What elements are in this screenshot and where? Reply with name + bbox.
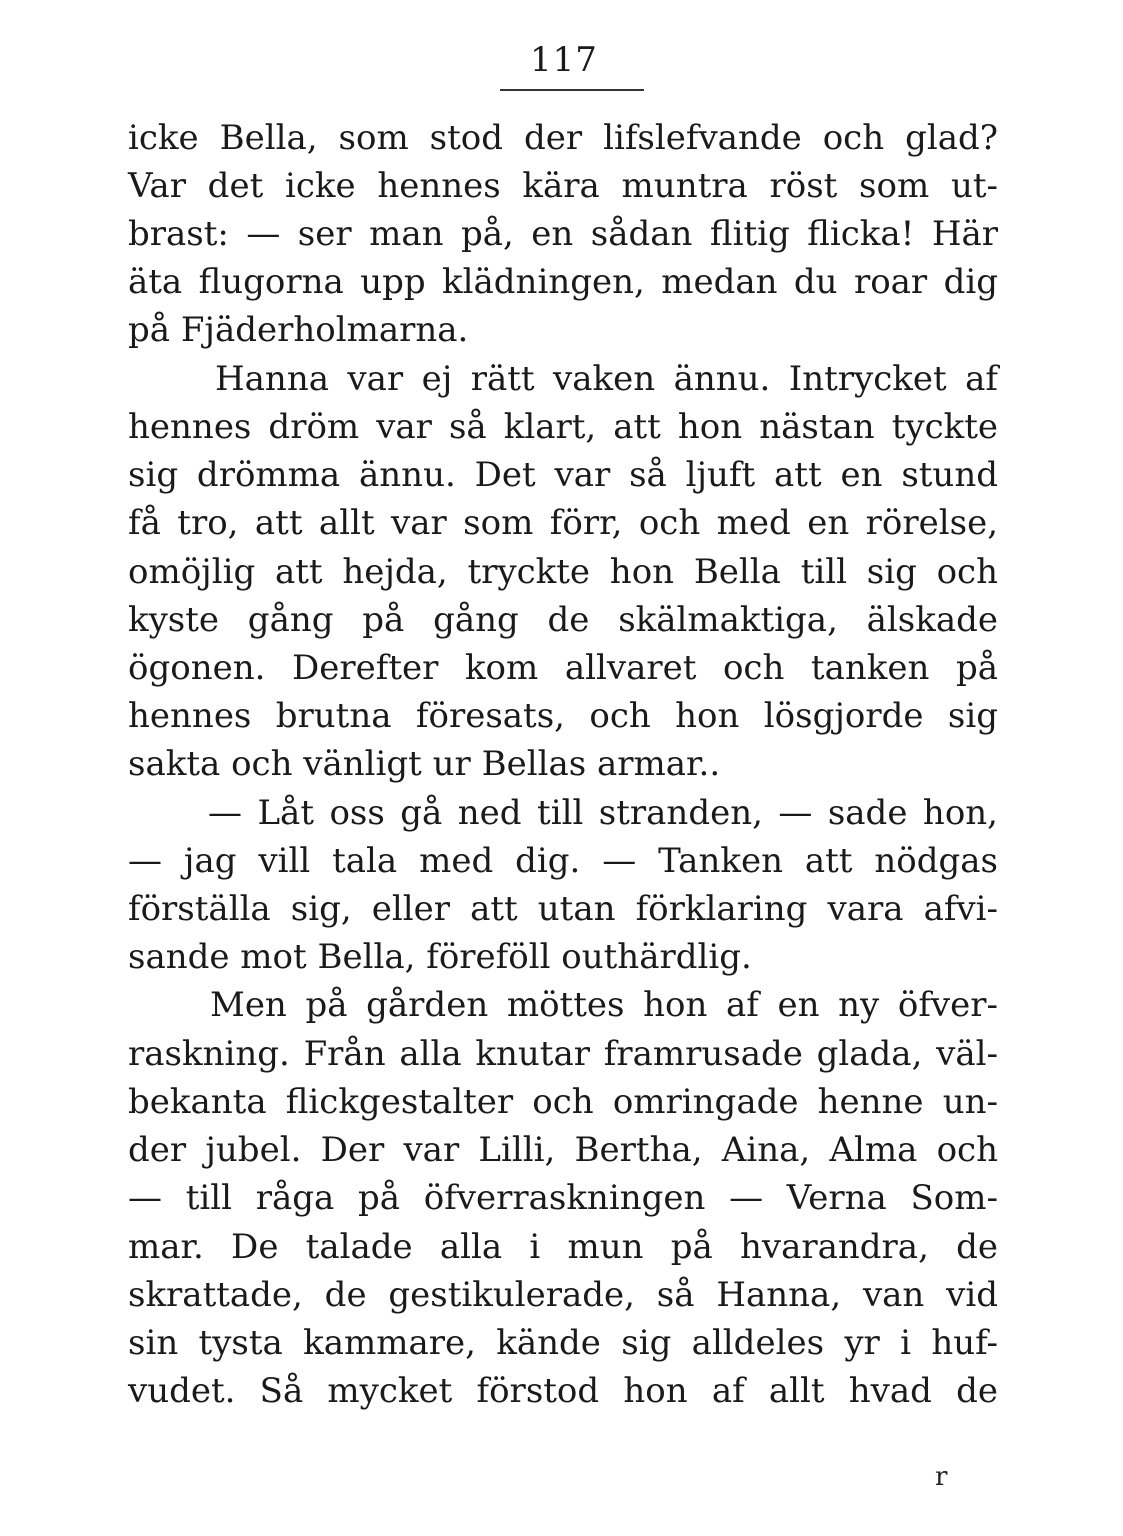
marginal-mark: r: [935, 1462, 948, 1492]
text-line: sande mot Bella, föreföll outhärdlig.: [128, 937, 752, 977]
text-line: — jag vill tala med dig. — Tanken att nödgas: [128, 841, 998, 881]
text-line: sakta och vänligt ur Bellas armar..: [128, 744, 721, 784]
text-line: der jubel. Der var Lilli, Bertha, Aina, Alma och: [128, 1130, 998, 1170]
text-line: kyste gång på gång de skälmaktiga, älskade: [128, 600, 998, 640]
text-line: förställa sig, eller att utan förklaring vara afvi-: [128, 889, 998, 929]
text-line: Var det icke hennes kära muntra röst som ut-: [128, 166, 998, 206]
text-line: mar. De talade alla i mun på hvarandra, de: [128, 1227, 998, 1267]
paragraph-start-line: — Låt oss gå ned till stranden, — sade hon,: [208, 793, 998, 833]
text-line: hennes dröm var så klart, att hon nästan tyckte: [128, 407, 998, 447]
page-number: 117: [530, 40, 598, 80]
text-line: raskning. Från alla knutar framrusade glada, väl-: [128, 1034, 998, 1074]
text-line: skrattade, de gestikulerade, så Hanna, van vid: [128, 1275, 998, 1315]
text-line: ögonen. Derefter kom allvaret och tanken på: [128, 648, 998, 688]
text-line: sin tysta kammare, kände sig alldeles yr i huf-: [128, 1323, 998, 1363]
text-line: på Fjäderholmarna.: [128, 310, 469, 350]
text-line: sig drömma ännu. Det var så ljuft att en stund: [128, 455, 998, 495]
text-line: hennes brutna föresats, och hon lösgjorde sig: [128, 696, 998, 736]
text-line: — till råga på öfverraskningen — Verna Som-: [128, 1178, 998, 1218]
text-line: få tro, att allt var som förr, och med en rörelse,: [128, 503, 998, 543]
text-line: omöjlig att hejda, tryckte hon Bella till sig och: [128, 552, 998, 592]
header-rule: [500, 89, 644, 91]
paragraph-start-line: Men på gården möttes hon af en ny öfver-: [210, 985, 998, 1025]
text-line: bekanta flickgestalter och omringade henne un-: [128, 1082, 998, 1122]
text-line: brast: — ser man på, en sådan flitig flicka! Här: [128, 214, 998, 254]
text-line: icke Bella, som stod der lifslefvande och glad?: [128, 118, 998, 158]
text-line: äta flugorna upp klädningen, medan du roar dig: [128, 262, 998, 302]
text-line: vudet. Så mycket förstod hon af allt hvad de: [128, 1371, 998, 1411]
paragraph-start-line: Hanna var ej rätt vaken ännu. Intrycket af: [215, 359, 998, 399]
